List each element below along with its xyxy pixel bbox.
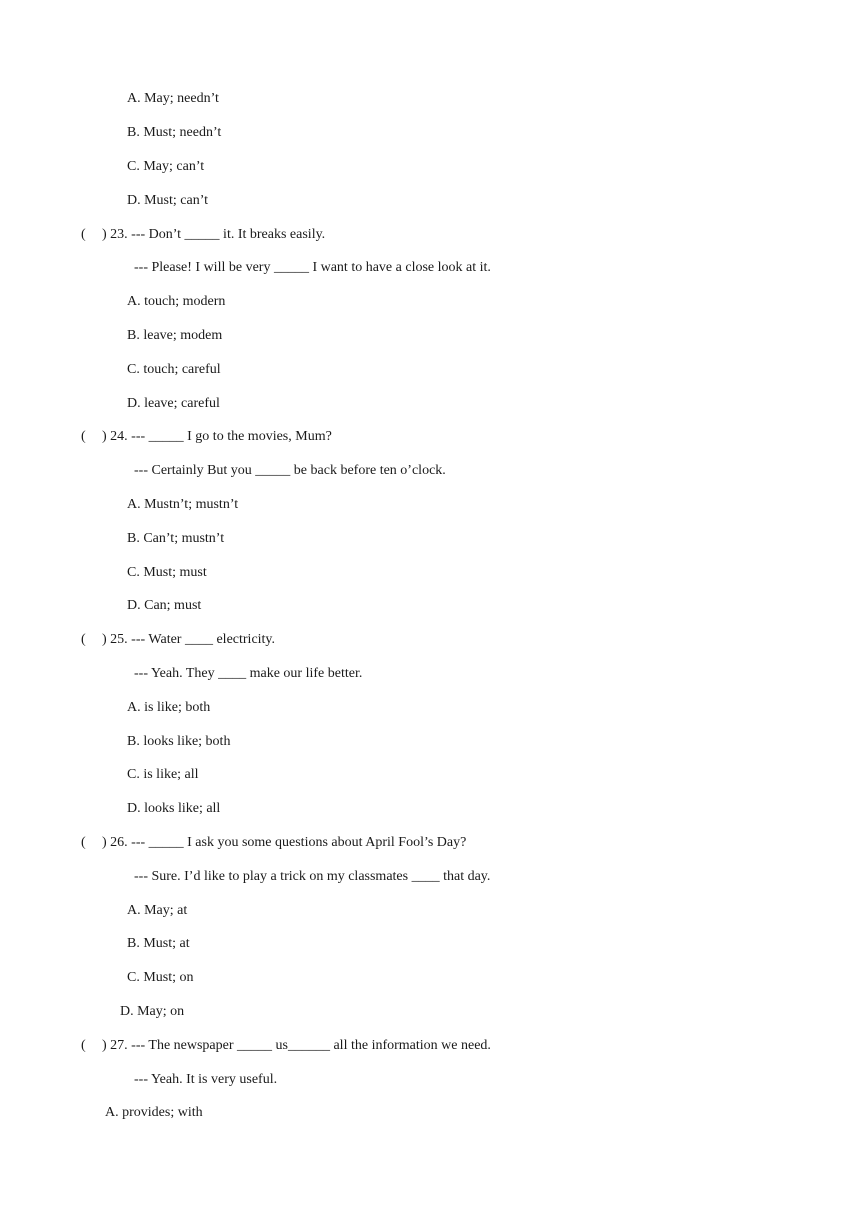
q27-stem-text: ) 27. --- The newspaper _____ us______ all the information we need. [102, 1038, 491, 1053]
q26-stem-text: ) 26. --- _____ I ask you some questions about April Fool’s Day? [102, 835, 467, 850]
q23-reply: --- Please! I will be very _____ I want to have a close look at it. [134, 260, 491, 275]
q26-option-b: B. Must; at [127, 936, 190, 951]
q22-option-b: B. Must; needn’t [127, 125, 222, 140]
answer-bracket: ( [81, 429, 86, 444]
answer-bracket: ( [81, 227, 86, 242]
q26-option-d: D. May; on [120, 1004, 185, 1019]
q27-option-a: A. provides; with [105, 1105, 203, 1120]
q25-stem-text: ) 25. --- Water ____ electricity. [102, 632, 276, 647]
q23-stem-text: ) 23. --- Don’t _____ it. It breaks easily. [102, 227, 326, 242]
q26-option-a: A. May; at [127, 903, 188, 918]
q24-stem [81, 427, 332, 447]
q26-option-c: C. Must; on [127, 970, 194, 985]
q22-option-c: C. May; can’t [127, 159, 205, 174]
q25-option-b: B. looks like; both [127, 734, 231, 749]
q23-option-c: C. touch; careful [127, 362, 221, 377]
q25-option-c: C. is like; all [127, 767, 199, 782]
q24-stem-text: ) 24. --- _____ I go to the movies, Mum? [102, 429, 332, 444]
q26-reply: --- Sure. I’d like to play a trick on my classmates ____ that day. [134, 869, 491, 884]
q24-reply: --- Certainly But you _____ be back before ten o’clock. [134, 463, 446, 478]
q25-option-a: A. is like; both [127, 700, 211, 715]
q22-option-a: A. May; needn’t [127, 91, 219, 106]
q23-option-b: B. leave; modem [127, 328, 223, 343]
q23-stem [81, 225, 325, 245]
answer-bracket: ( [81, 632, 86, 647]
q22-option-d: D. Must; can’t [127, 193, 209, 208]
q24-option-b: B. Can’t; mustn’t [127, 531, 225, 546]
answer-bracket: ( [81, 835, 86, 850]
q23-option-a: A. touch; modern [127, 294, 226, 309]
q24-option-d: D. Can; must [127, 598, 202, 613]
q24-option-a: A. Mustn’t; mustn’t [127, 497, 239, 512]
q25-option-d: D. looks like; all [127, 801, 221, 816]
q24-option-c: C. Must; must [127, 565, 207, 580]
q25-reply: --- Yeah. They ____ make our life better. [134, 666, 363, 681]
q27-reply: --- Yeah. It is very useful. [134, 1072, 278, 1087]
q27-stem [81, 1036, 491, 1056]
q23-option-d: D. leave; careful [127, 396, 220, 411]
q25-stem [81, 630, 275, 650]
q26-stem [81, 833, 466, 853]
answer-bracket: ( [81, 1038, 86, 1053]
